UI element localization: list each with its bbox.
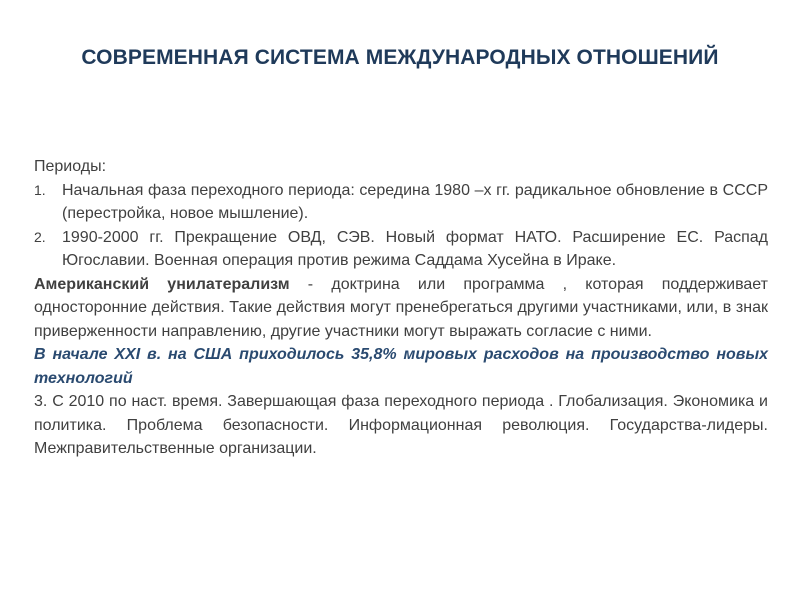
list-item-text: Начальная фаза переходного периода: середина 1980 –х гг. радикальное обновление в СССР (перестройка, новое мышление).	[62, 181, 768, 222]
list-item	[34, 226, 768, 273]
periods-label: Периоды:	[34, 158, 107, 175]
unilateralism-paragraph	[34, 273, 768, 344]
unilateralism-term: Американский унилатерализм	[34, 275, 290, 293]
page-title: СОВРЕМЕННАЯ СИСТЕМА МЕЖДУНАРОДНЫХ ОТНОШЕНИЙ	[81, 46, 719, 69]
list-item	[34, 179, 768, 226]
slide-content	[34, 155, 768, 461]
unilateralism-definition: - доктрина или программа , которая поддерживает односторонние действия. Такие действия могут пренебрегаться другими участниками, или, в знак приверженности направлению, другие участники могут выражать согласие с ними.	[34, 275, 768, 340]
period-3-paragraph: 3. С 2010 по наст. время. Завершающая фаза переходного периода . Глобализация. Экономика и политика. Проблема безопасности. Информационная революция. Государства-лидеры. Межправительственные организации.	[34, 393, 768, 457]
list-item-text: 1990-2000 гг. Прекращение ОВД, СЭВ. Новый формат НАТО. Расширение ЕС. Распад Югославии. Военная операция против режима Саддама Хусейна в Ираке.	[62, 228, 768, 269]
periods-list	[34, 179, 768, 273]
list-item-number: 2.	[34, 228, 46, 245]
list-item-number: 1.	[34, 181, 46, 198]
highlight-statement: В начале XXI в. на США приходилось 35,8% мировых расходов на производство новых технологий	[34, 346, 768, 387]
